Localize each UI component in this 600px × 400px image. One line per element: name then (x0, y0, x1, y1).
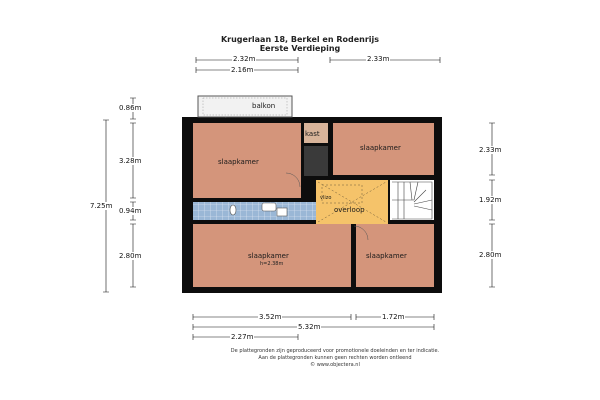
dim-bottom-3: 2.27m (231, 333, 254, 341)
bedroom-top-right-label: slaapkamer (360, 144, 401, 152)
dim-bottom-1: 3.52m (259, 313, 282, 321)
bathroom-floor (193, 202, 318, 220)
dim-bottom-total: 5.32m (298, 323, 321, 331)
footer-copyright: © www.objectera.nl (310, 362, 360, 368)
dim-bottom-2: 1.72m (382, 313, 405, 321)
dim-right-3: 2.80m (479, 251, 502, 259)
dim-left-3: 0.94m (119, 207, 142, 215)
balcony-outline (198, 96, 292, 117)
dim-top-1: 2.32m (233, 55, 256, 63)
dim-left-1: 0.86m (119, 104, 142, 112)
footer-disclaimer: De plattegronden zijn geproduceerd voor promotionele doeleinden en ter indicatie. (230, 348, 440, 354)
plan-floor-title: Eerste Verdieping (259, 44, 341, 53)
landing-note: vlizo (320, 195, 332, 201)
dim-right-1: 2.33m (479, 146, 502, 154)
dim-right-2: 1.92m (479, 196, 502, 204)
landing-floor (316, 180, 388, 224)
dim-left-total: 7.25m (90, 202, 113, 210)
closet-shelving (304, 146, 328, 176)
closet-label: kast (305, 130, 320, 138)
landing-label: overloop (334, 206, 365, 214)
bedroom-top-left-label: slaapkamer (218, 158, 259, 166)
plan-address: Krugerlaan 18, Berkel en Rodenrijs (220, 35, 380, 44)
dim-top-3: 2.33m (367, 55, 390, 63)
bedroom-bottom-right-label: slaapkamer (366, 252, 407, 260)
dim-left-2: 3.28m (119, 157, 142, 165)
bedroom-bottom-left-label: slaapkamer (248, 252, 289, 260)
bedroom-bottom-left-height: h=2.38m (260, 261, 284, 267)
footer-rights: Aan de plattegronden kunnen geen rechten worden ontleend (258, 355, 412, 361)
balcony-label: balkon (252, 102, 276, 110)
dim-top-2: 2.16m (231, 66, 254, 74)
dim-left-4: 2.80m (119, 252, 142, 260)
